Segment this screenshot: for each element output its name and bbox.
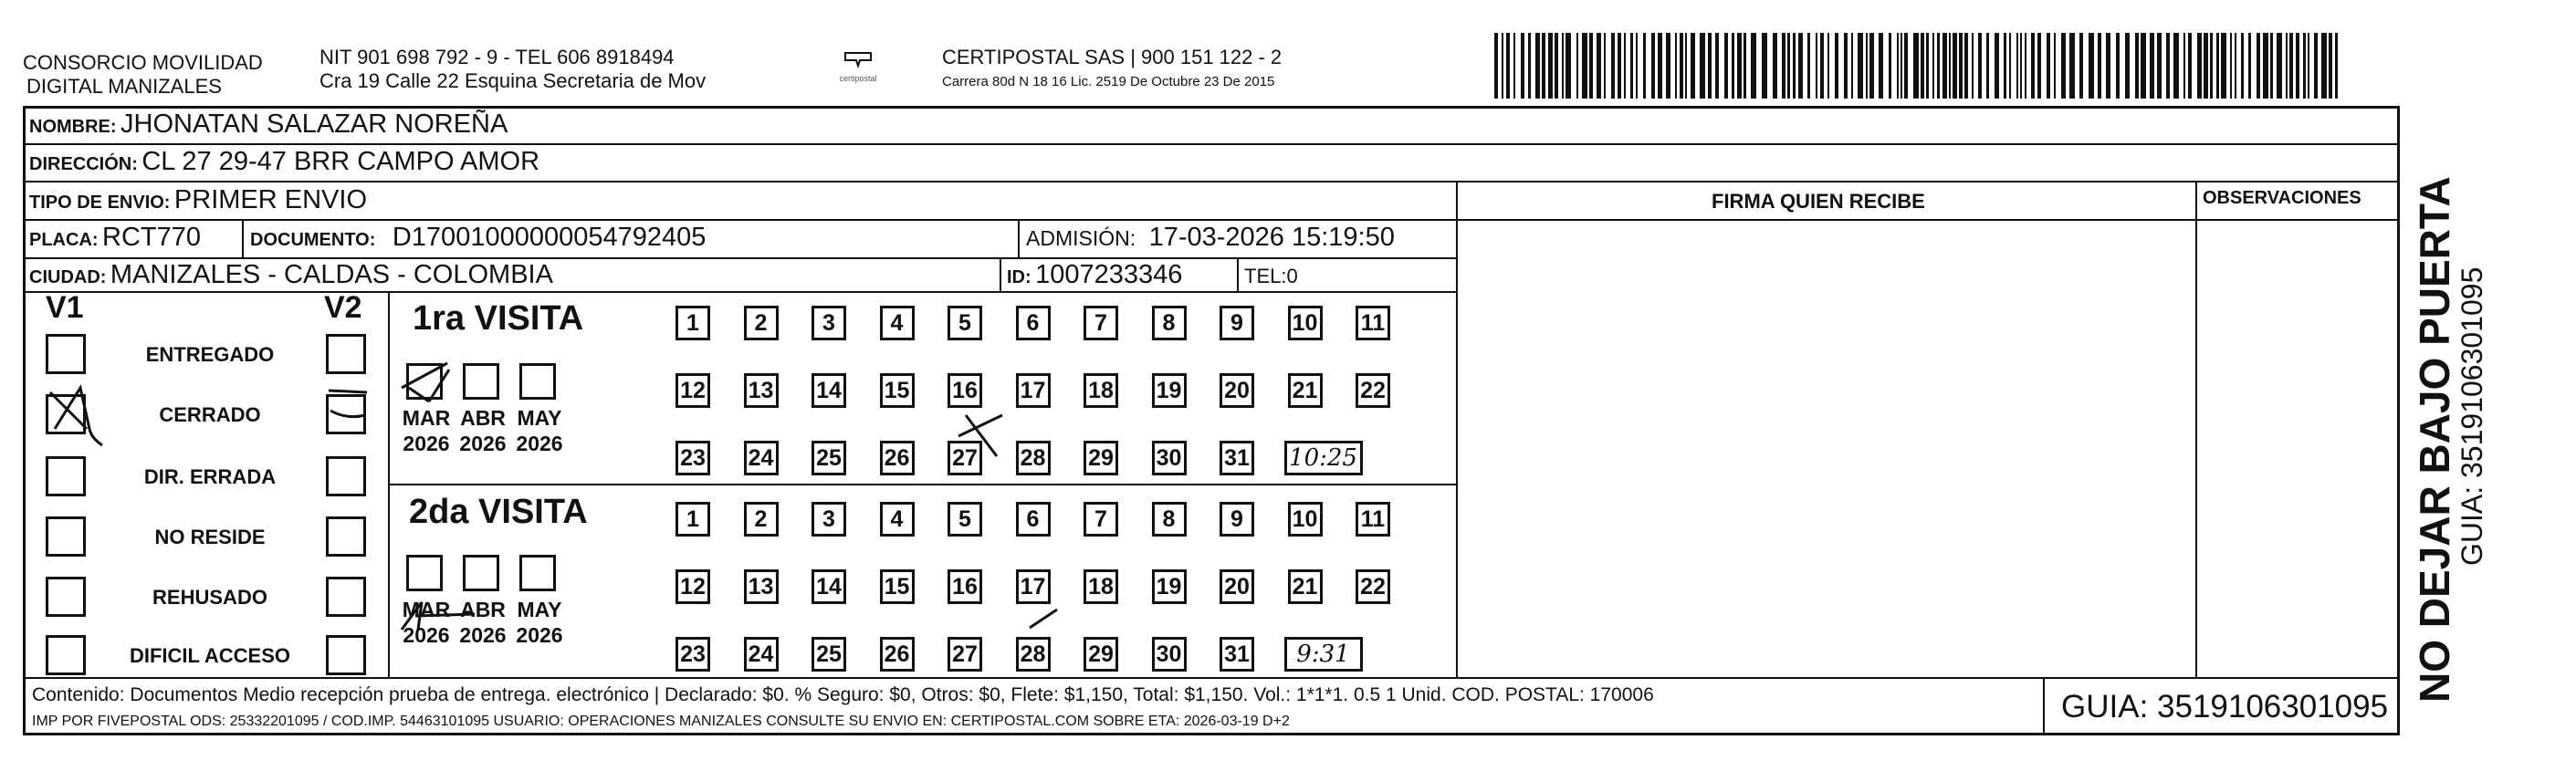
month-checkbox-first[interactable]: [463, 363, 499, 400]
day-box-first[interactable]: 17: [1016, 373, 1051, 408]
day-box-second[interactable]: 6: [1016, 502, 1051, 537]
barcode-bar: [2314, 33, 2318, 99]
day-box-second[interactable]: 5: [948, 502, 982, 537]
day-box-first[interactable]: 12: [675, 373, 710, 408]
rule: [1018, 219, 1020, 257]
tipo-envio-row: [29, 185, 367, 215]
side-warning: NO DEJAR BAJO PUERTA: [2411, 176, 2458, 703]
day-box-second[interactable]: 27: [948, 637, 982, 672]
documento-cell: [250, 223, 706, 253]
contenido-line: Contenido: Documentos Medio recepción prueba de entrega. electrónico | Declarado: $0. % Seguro: $0, Otros: $0, Flete: $1,150, Total: $1,150. Vol.: 1*1*1. 0.5 1 Unid. COD. POSTAL: 170006: [32, 684, 1654, 705]
barcode-bar: [1995, 33, 1999, 99]
barcode-bar: [1611, 33, 1615, 99]
barcode-bar: [1844, 33, 1848, 99]
courier-info: [942, 46, 1282, 91]
day-box-second[interactable]: 28: [1016, 637, 1051, 672]
barcode-bar: [1851, 33, 1853, 99]
month-checkbox-second[interactable]: [519, 555, 556, 591]
barcode-bar: [2270, 33, 2273, 99]
day-box-second[interactable]: 12: [675, 569, 710, 604]
day-box-second[interactable]: 14: [812, 569, 846, 604]
barcode-bar: [1904, 33, 1908, 99]
barcode-bar: [1576, 33, 1578, 99]
v2-checkbox[interactable]: [326, 516, 366, 557]
day-box-first[interactable]: 21: [1288, 373, 1323, 408]
day-box-first[interactable]: 4: [880, 306, 915, 340]
barcode-bar: [2047, 33, 2050, 99]
barcode-bar: [2116, 33, 2120, 99]
day-box-first[interactable]: 9: [1220, 306, 1254, 340]
month-label: MAY 2026: [516, 406, 563, 455]
day-box-second[interactable]: 17: [1016, 569, 1051, 604]
barcode-bar: [1858, 33, 1863, 99]
envelope-icon: [840, 47, 876, 69]
barcode-bar: [1901, 33, 1902, 99]
barcode-bar: [1528, 33, 1531, 99]
barcode-bar: [1953, 33, 1957, 99]
day-box-second[interactable]: 2: [744, 502, 779, 537]
barcode-bar: [1949, 33, 1951, 99]
day-box-second[interactable]: 31: [1220, 637, 1254, 672]
barcode-bar: [2216, 33, 2219, 99]
barcode-bar: [2210, 33, 2213, 99]
barcode-bar: [1643, 33, 1646, 99]
month-label: MAY 2026: [516, 598, 563, 647]
barcode-bar: [1675, 33, 1677, 99]
barcode-bar: [1700, 33, 1705, 99]
barcode-bar: [1680, 33, 1683, 99]
courier-line1: CERTIPOSTAL SAS | 900 151 122 - 2: [942, 46, 1283, 68]
barcode-bar: [1542, 33, 1545, 99]
rule: [1000, 257, 1001, 291]
barcode-bar: [1787, 33, 1790, 99]
day-box-first[interactable]: 15: [880, 373, 915, 408]
barcode-bar: [1986, 33, 1989, 99]
barcode-bar: [1827, 33, 1829, 99]
barcode-bar: [1937, 33, 1940, 99]
day-box-second[interactable]: 8: [1152, 502, 1187, 537]
barcode-bar: [2069, 33, 2075, 99]
id-value: 1007233346: [1035, 260, 1183, 289]
v2-checkbox[interactable]: [326, 394, 366, 434]
barcode-bar: [1582, 33, 1587, 99]
day-box-first[interactable]: 3: [812, 306, 846, 340]
day-box-first[interactable]: 28: [1016, 441, 1051, 475]
barcode-bar: [2286, 33, 2288, 99]
admision-label: ADMISIÓN:: [1026, 226, 1136, 250]
placa-value: RCT770: [102, 223, 201, 252]
day-box-first[interactable]: 2: [744, 306, 779, 340]
firma-label: FIRMA QUIEN RECIBE: [1712, 190, 1925, 213]
barcode-bar: [2296, 33, 2299, 99]
barcode-bar: [2188, 33, 2192, 99]
tipo-envio-label: TIPO DE ENVIO:: [29, 193, 171, 213]
day-box-first[interactable]: 18: [1084, 373, 1118, 408]
barcode-bar: [2204, 33, 2208, 99]
day-box-second[interactable]: 4: [880, 502, 915, 537]
v1-checkbox[interactable]: [46, 334, 86, 374]
day-box-first[interactable]: 20: [1220, 373, 1254, 408]
month-label: ABR 2026: [459, 598, 507, 647]
barcode-bar: [1555, 33, 1558, 99]
day-box-first[interactable]: 5: [948, 306, 982, 340]
rule: [1456, 181, 1458, 677]
barcode-bar: [1513, 33, 1515, 99]
rule: [388, 484, 1456, 485]
barcode-bar: [1751, 33, 1756, 99]
barcode-bar: [1715, 33, 1719, 99]
barcode-bar: [2004, 33, 2006, 99]
v2-header: V2: [324, 290, 362, 325]
barcode-bar: [1658, 33, 1662, 99]
day-box-second[interactable]: 16: [948, 569, 982, 604]
barcode-bar: [2089, 33, 2094, 99]
v2-checkbox[interactable]: [326, 635, 366, 675]
day-box-first[interactable]: 11: [1356, 306, 1390, 340]
barcode-bar: [2329, 33, 2332, 99]
month-label: MAR 2026: [402, 598, 451, 647]
barcode-bar: [1762, 33, 1767, 99]
barcode-bar: [1535, 33, 1540, 99]
day-box-first[interactable]: 8: [1152, 306, 1187, 340]
month-label: ABR 2026: [459, 406, 507, 455]
v1-checkbox[interactable]: [46, 394, 86, 434]
reason-label: DIR. ERRADA: [143, 465, 277, 488]
barcode-bar: [1866, 33, 1868, 99]
admision-value: 17-03-2026 15:19:50: [1148, 223, 1395, 252]
barcode-bar: [2054, 33, 2056, 99]
barcode-bar: [1651, 33, 1655, 99]
barcode-bar: [1798, 33, 1803, 99]
barcode-bar: [1932, 33, 1934, 99]
direccion-row: [29, 147, 539, 177]
barcode-bar: [2166, 33, 2170, 99]
footer-guia: GUIA: 3519106301095: [2061, 689, 2389, 725]
barcode-bar: [1978, 33, 1982, 99]
tipo-envio-value: PRIMER ENVIO: [173, 185, 368, 214]
barcode-bar: [1502, 33, 1503, 99]
nombre-value: JHONATAN SALAZAR NOREÑA: [120, 109, 508, 139]
barcode-bar: [2289, 33, 2293, 99]
company-name: [23, 51, 263, 99]
day-box-first[interactable]: 22: [1356, 373, 1390, 408]
ciudad-value: MANIZALES - CALDAS - COLOMBIA: [110, 260, 553, 289]
barcode-bar: [1708, 33, 1712, 99]
rule: [23, 181, 2400, 182]
courier-line2: Carrera 80d N 18 16 Lic. 2519 De Octubre 23 De 2015: [942, 74, 1275, 89]
reason-label: ENTREGADO: [145, 343, 275, 366]
barcode-bar: [1773, 33, 1777, 99]
id-cell: [1007, 260, 1182, 290]
month-label: MAR 2026: [402, 406, 451, 455]
barcode-bar: [2157, 33, 2162, 99]
barcode-bar: [1972, 33, 1974, 99]
barcode-bar: [1879, 33, 1883, 99]
barcode-bar: [1589, 33, 1593, 99]
barcode-bar: [2031, 33, 2035, 99]
barcode-bar: [2098, 33, 2101, 99]
handwritten-time-first: 10:25: [1284, 441, 1363, 475]
month-checkbox-second[interactable]: [463, 555, 499, 591]
barcode-bar: [1869, 33, 1874, 99]
day-box-second[interactable]: 13: [744, 569, 779, 604]
day-box-second[interactable]: 1: [675, 502, 710, 537]
barcode-bar: [2141, 33, 2146, 99]
barcode-bar: [1618, 33, 1621, 99]
day-box-first[interactable]: 6: [1016, 306, 1051, 340]
day-box-second[interactable]: 9: [1220, 502, 1254, 537]
barcode-bar: [1807, 33, 1810, 99]
v2-checkbox[interactable]: [326, 334, 366, 374]
barcode-bar: [1897, 33, 1899, 99]
placa-label: PLACA:: [29, 230, 99, 250]
barcode-bar: [1506, 33, 1510, 99]
day-box-second[interactable]: 10: [1288, 502, 1323, 537]
day-box-second[interactable]: 11: [1356, 502, 1390, 537]
barcode-bar: [1737, 33, 1742, 99]
barcode-bar: [2183, 33, 2185, 99]
barcode-bar: [2106, 33, 2110, 99]
nombre-label: NOMBRE:: [29, 117, 117, 137]
logo-text: certipostal: [839, 74, 877, 83]
day-box-first[interactable]: 13: [744, 373, 779, 408]
v1-checkbox[interactable]: [46, 516, 86, 557]
barcode-bar: [1889, 33, 1891, 99]
barcode-bar: [1565, 33, 1571, 99]
day-box-second[interactable]: 30: [1152, 637, 1187, 672]
direccion-label: DIRECCIÓN:: [29, 154, 138, 174]
day-box-first[interactable]: 19: [1152, 373, 1187, 408]
barcode-bar: [1548, 33, 1553, 99]
barcode-bar: [1782, 33, 1785, 99]
v1-checkbox[interactable]: [46, 456, 86, 496]
rule: [23, 257, 1456, 259]
courier-logo: [826, 47, 890, 83]
barcode-bar: [1494, 33, 1498, 99]
shipping-label-form: [23, 106, 2400, 735]
barcode-bar: [2248, 33, 2251, 99]
barcode-bar: [1820, 33, 1824, 99]
nombre-row: [29, 109, 508, 140]
day-box-first[interactable]: 23: [675, 441, 710, 475]
rule: [2195, 181, 2197, 677]
barcode-bar: [1744, 33, 1746, 99]
barcode-bar: [1835, 33, 1838, 99]
side-guia: GUIA: 3519106301095: [2456, 266, 2488, 566]
company-line1: CONSORCIO MOVILIDAD: [23, 51, 263, 74]
day-box-first[interactable]: 14: [812, 373, 846, 408]
ciudad-label: CIUDAD:: [29, 267, 107, 287]
first-visit-title: 1ra VISITA: [413, 299, 584, 338]
barcode-bar: [1666, 33, 1670, 99]
barcode-bar: [1521, 33, 1524, 99]
day-box-second[interactable]: 24: [744, 637, 779, 672]
barcode-bar: [2009, 33, 2011, 99]
barcode-bar: [2277, 33, 2282, 99]
barcode-bar: [1921, 33, 1924, 99]
day-box-first[interactable]: 29: [1084, 441, 1118, 475]
day-box-second[interactable]: 7: [1084, 502, 1118, 537]
barcode-bar: [2303, 33, 2306, 99]
day-box-second[interactable]: 21: [1288, 569, 1323, 604]
barcode-bar: [2257, 33, 2260, 99]
reason-label: NO RESIDE: [154, 526, 266, 548]
address-line: Cra 19 Calle 22 Esquina Secretaria de Mov: [319, 69, 707, 92]
nit-line: NIT 901 698 792 - 9 - TEL 606 8918494: [319, 46, 675, 68]
day-box-second[interactable]: 22: [1356, 569, 1390, 604]
barcode-bar: [2125, 33, 2130, 99]
day-box-second[interactable]: 15: [880, 569, 915, 604]
company-line2: DIGITAL MANIZALES: [26, 75, 222, 98]
barcode-bar: [2241, 33, 2244, 99]
barcode-bar: [1816, 33, 1817, 99]
barcode-bar: [1685, 33, 1687, 99]
barcode-bar: [2197, 33, 2202, 99]
barcode-bar: [2150, 33, 2154, 99]
v2-checkbox[interactable]: [326, 456, 366, 496]
imp-line: IMP POR FIVEPOSTAL ODS: 25332201095 / COD.IMP. 54463101095 USUARIO: OPERACIONES MANIZALES CONSULTE SU ENVIO EN: CERTIPOSTAL.COM SOBRE ETA: 2026-03-19 D+2: [32, 714, 1290, 729]
rule: [23, 291, 1456, 293]
month-checkbox-first[interactable]: [519, 363, 556, 400]
rule: [23, 143, 2400, 145]
barcode-bar: [2061, 33, 2066, 99]
rule: [2043, 677, 2045, 735]
id-label: ID:: [1007, 267, 1031, 287]
day-box-first[interactable]: 24: [744, 441, 779, 475]
barcode-bar: [1630, 33, 1633, 99]
rule: [1237, 257, 1239, 291]
month-checkbox-first[interactable]: [406, 363, 443, 400]
barcode-bar: [2221, 33, 2226, 99]
day-box-first[interactable]: 1: [675, 306, 710, 340]
direccion-value: CL 27 29-47 BRR CAMPO AMOR: [141, 147, 540, 176]
day-box-first[interactable]: 25: [812, 441, 846, 475]
v1-checkbox[interactable]: [46, 635, 86, 675]
barcode-bar: [1562, 33, 1564, 99]
day-box-second[interactable]: 25: [812, 637, 846, 672]
barcode-bar: [2230, 33, 2232, 99]
v1-checkbox[interactable]: [46, 577, 86, 617]
barcode-bar: [1624, 33, 1626, 99]
barcode-bar: [2263, 33, 2268, 99]
barcode-bar: [2037, 33, 2041, 99]
day-box-second[interactable]: 26: [880, 637, 915, 672]
day-box-second[interactable]: 3: [812, 502, 846, 537]
barcode-bar: [2308, 33, 2309, 99]
documento-value: D17001000000054792405: [392, 223, 707, 252]
day-box-second[interactable]: 18: [1084, 569, 1118, 604]
barcode-bar: [2016, 33, 2018, 99]
barcode: [1494, 33, 2343, 99]
documento-label: DOCUMENTO:: [250, 230, 376, 250]
day-box-second[interactable]: 23: [675, 637, 710, 672]
barcode-bar: [1964, 33, 1968, 99]
tel-value: TEL:0: [1244, 265, 1298, 287]
day-box-first[interactable]: 27: [948, 441, 982, 475]
v1-header: V1: [46, 290, 84, 325]
company-contact: [319, 46, 706, 93]
day-box-first[interactable]: 16: [948, 373, 982, 408]
barcode-bar: [1604, 33, 1606, 99]
day-box-first[interactable]: 26: [880, 441, 915, 475]
day-box-first[interactable]: 10: [1288, 306, 1323, 340]
rule: [23, 219, 2400, 221]
month-checkbox-second[interactable]: [406, 555, 443, 591]
barcode-bar: [1691, 33, 1695, 99]
barcode-bar: [2079, 33, 2083, 99]
barcode-bar: [2135, 33, 2139, 99]
day-box-first[interactable]: 30: [1152, 441, 1187, 475]
barcode-bar: [2321, 33, 2327, 99]
v2-checkbox[interactable]: [326, 577, 366, 617]
ciudad-cell: [29, 260, 553, 290]
barcode-bar: [1942, 33, 1947, 99]
observaciones-label: OBSERVACIONES: [2203, 188, 2361, 208]
barcode-bar: [1793, 33, 1796, 99]
barcode-bar: [2335, 33, 2338, 99]
barcode-bar: [2025, 33, 2026, 99]
barcode-bar: [1913, 33, 1919, 99]
barcode-bar: [2235, 33, 2236, 99]
barcode-bar: [1926, 33, 1929, 99]
reason-label: CERRADO: [159, 403, 261, 426]
day-box-second[interactable]: 19: [1152, 569, 1187, 604]
day-box-first[interactable]: 7: [1084, 306, 1118, 340]
day-box-first[interactable]: 31: [1220, 441, 1254, 475]
admision-cell: [1026, 223, 1395, 253]
barcode-bar: [1959, 33, 1963, 99]
barcode-bar: [2173, 33, 2179, 99]
day-box-second[interactable]: 29: [1084, 637, 1118, 672]
barcode-bar: [1732, 33, 1734, 99]
day-box-second[interactable]: 20: [1220, 569, 1254, 604]
reason-label: DIFICIL ACCESO: [129, 644, 290, 667]
barcode-bar: [1597, 33, 1601, 99]
barcode-bar: [1636, 33, 1638, 99]
barcode-bar: [2020, 33, 2022, 99]
rule: [388, 291, 390, 677]
rule: [242, 219, 244, 257]
reason-label: REHUSADO: [152, 586, 267, 609]
second-visit-title: 2da VISITA: [409, 493, 588, 531]
barcode-bar: [1724, 33, 1728, 99]
handwritten-time-second: 9:31: [1284, 637, 1363, 672]
placa-cell: [29, 223, 201, 253]
